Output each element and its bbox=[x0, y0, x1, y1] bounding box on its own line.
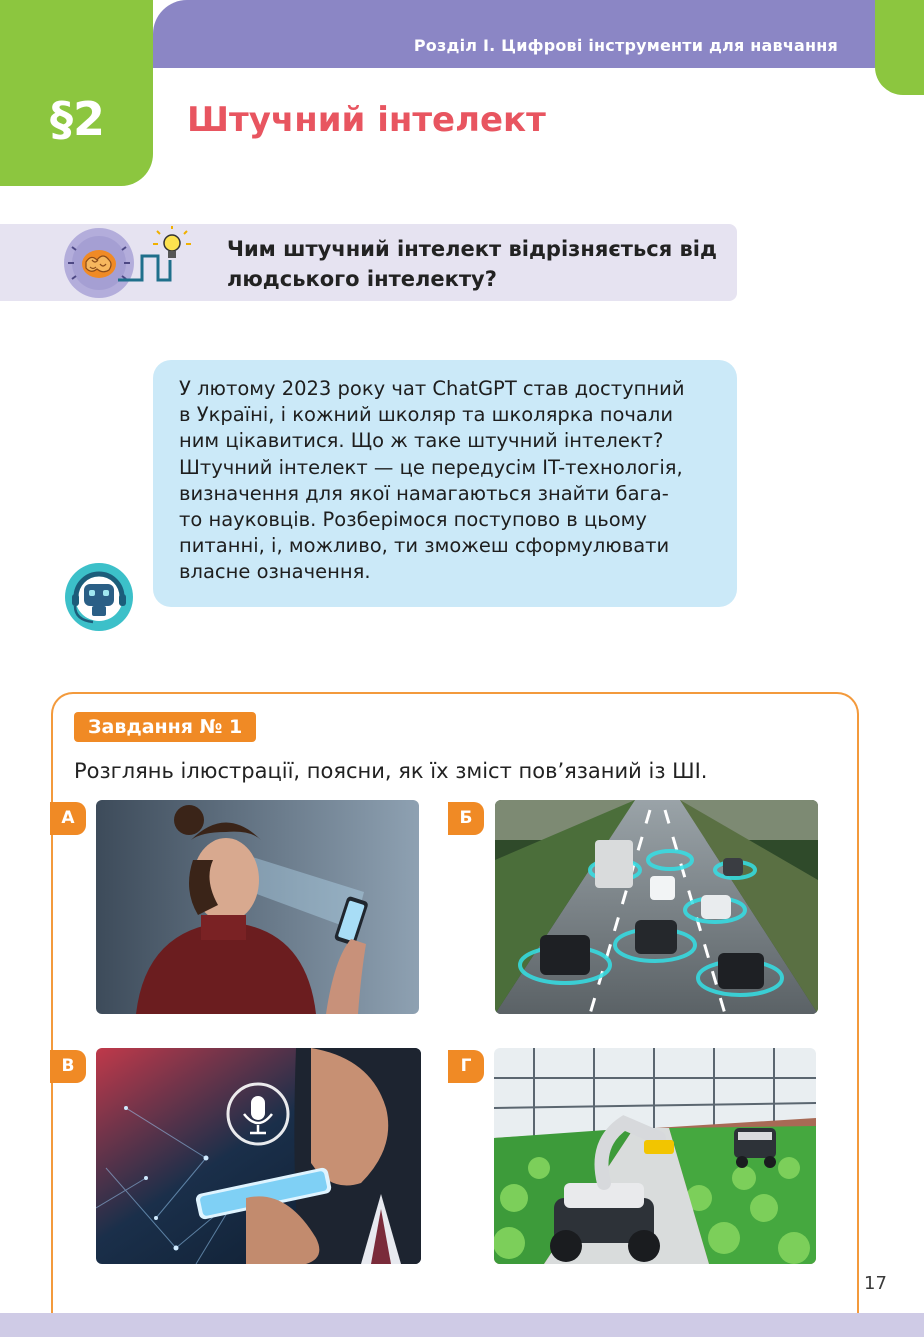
image-badge-g: Г bbox=[448, 1050, 484, 1083]
question-text: Чим штучний інтелект відрізняється від людського інтелекту? bbox=[227, 237, 717, 291]
brain-lightbulb-icon bbox=[62, 226, 192, 300]
image-voice-assistant bbox=[96, 1048, 421, 1264]
robot-headset-icon bbox=[64, 562, 134, 632]
corner-decoration bbox=[875, 0, 924, 95]
task-instruction: Розглянь ілюстрації, поясни, як їх зміст пов’язаний із ШІ. bbox=[74, 759, 708, 783]
section-header-band bbox=[153, 0, 875, 68]
page-number: 17 bbox=[864, 1273, 887, 1294]
image-badge-v: В bbox=[50, 1050, 86, 1083]
image-self-driving-cars bbox=[495, 800, 818, 1014]
page-title: Штучний інтелект bbox=[187, 100, 546, 140]
image-agriculture-robot bbox=[494, 1048, 816, 1264]
paragraph-number: §2 bbox=[50, 92, 106, 146]
footer-band bbox=[0, 1313, 924, 1337]
section-title: Розділ І. Цифрові інструменти для навчання bbox=[413, 36, 838, 55]
image-badge-a: А bbox=[50, 802, 86, 835]
intro-text: У лютому 2023 року чат ChatGPT став доступний в Україні, і кожний школяр та школярка почали ним цікавитися. Що ж таке штучний інтелект? Штучний інтелект — це передусім IT-технологія, визначення для якої намагаються знайти бага- то науковців. Розберімося поступово в цьому питанні, і, можливо, ти зможеш сформулювати власне означення. bbox=[179, 377, 685, 584]
image-face-recognition bbox=[96, 800, 419, 1014]
image-badge-b: Б bbox=[448, 802, 484, 835]
task-label: Завдання № 1 bbox=[74, 712, 256, 742]
